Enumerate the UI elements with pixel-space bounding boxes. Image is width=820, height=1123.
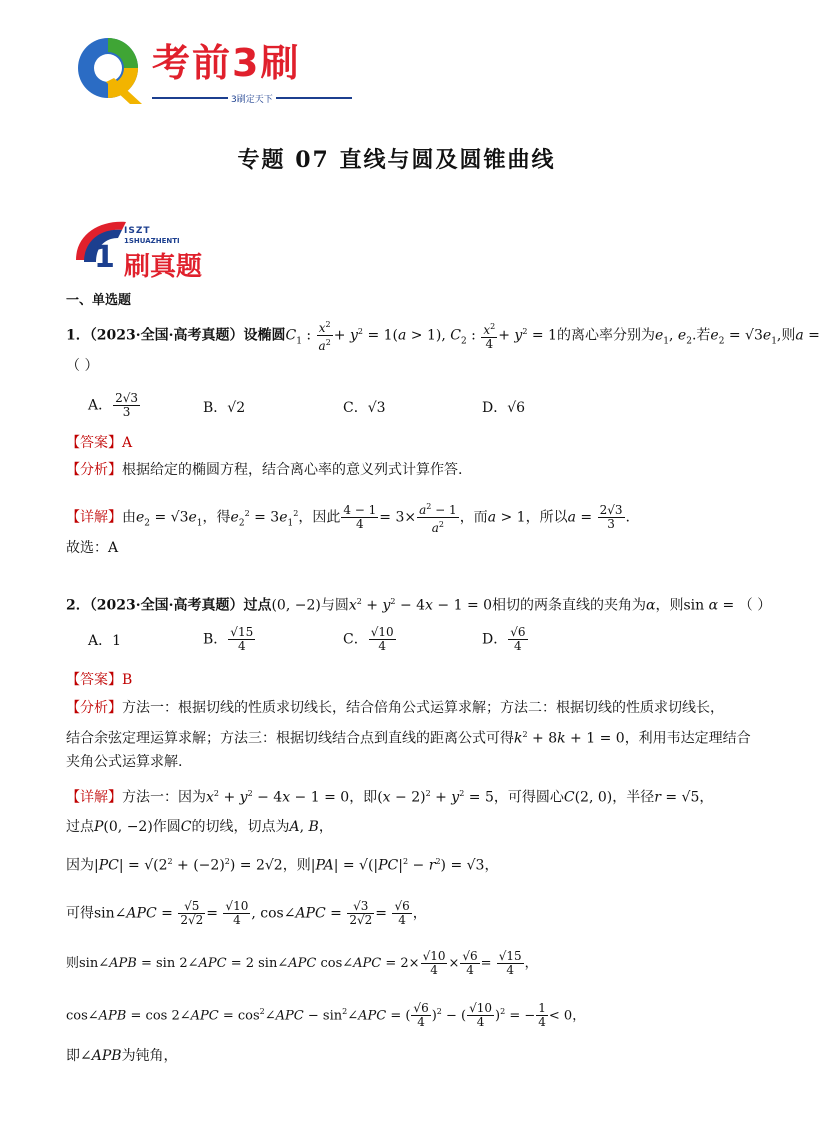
q1-option-a: A． $\frac{2√3}{3}$ (88, 391, 139, 419)
q2-detail-line-7: 即∠APB为钝角， (66, 1048, 178, 1064)
q1-answer-tag: 【答案】 (66, 435, 122, 451)
q2-option-c-label: C． (343, 631, 368, 648)
q2-detail-line-4: 可得sin∠APC = $\frac{√5}{2√2}$ = $\frac{√10}{4}$ , cos∠APC = $\frac{√3}{2√2}$ = $\frac{√6}{4}$ ， (66, 899, 427, 927)
q2-analysis-line-1 (66, 698, 724, 718)
q2-option-b-label: B． (203, 631, 228, 648)
q2-detail-line-1: 【详解】方法一：因为$x^2 + y^2 - 4x - 1 = 0$，即$(x - 2)^2 + y^2 = 5$，可得圆心C(2, 0)，半径r = √5， (66, 789, 714, 806)
q2-detail-5a: 则 (66, 956, 80, 971)
badge-letters: ISZT (124, 226, 151, 236)
q2-analysis-tag: 【分析】 (66, 700, 122, 716)
q2-detail-7b: 为钝角， (121, 1048, 178, 1064)
q1-analysis-text: 根据给定的椭圆方程，结合离心率的意义列式计算作答. (122, 462, 463, 478)
q2-detail-tag: 【详解】 (66, 789, 122, 806)
q2-analysis-line-3: 夹角公式运算求解. (66, 754, 183, 770)
q1-stem: 1．（2023·全国·高考真题）设椭圆$C_1$ : $\frac{x^2}{a^2}$ + $y^2 = 1(a > 1)$, $C_2$ : $\frac{x^2}{4}$ + $y^2 = 1$的离心率分别为$e_1$, $e_2$.若$e_2 = √3e_1$,则a = (66, 320, 820, 353)
page-title: 专题 07 直线与圆及圆锥曲线 (237, 147, 556, 173)
q2-mid2: 相切的两条直线的夹角为 (492, 597, 647, 614)
q2-detail-3b: ，则 (282, 857, 311, 874)
q1-option-d-value: √6 (507, 400, 526, 416)
q1-answer-value: A (122, 435, 133, 451)
q1-blank: （ ） (66, 358, 99, 374)
q2-detail-line-5: 则sin∠APB = sin 2∠APC = 2 sin∠APC cos∠APC = 2× $\frac{√10}{4}$ × $\frac{√6}{4}$ = $\frac{√15}{4}$ ， (66, 949, 538, 977)
q2-detail-3a: 因为 (66, 857, 94, 874)
q1-then: ,则 (776, 327, 796, 344)
q2-detail-2c: 的切线，切点为 (191, 819, 290, 835)
q2-option-a (88, 631, 121, 651)
q1-detail-tag: 【详解】 (66, 509, 122, 526)
q1-detail: 【详解】由$e_2 = √3e_1$，得$e_2^2 = 3e_1^2$，因此 $\frac{4 - 1}{4}$ = 3× $\frac{a^2 - 1}{a^2}$ ，而a > 1，所以a = $\frac{2√3}{3}$ . (66, 502, 630, 535)
q1-option-c (343, 398, 386, 418)
q1-conclusion (66, 538, 118, 558)
q2-detail-1a: 方法一：因为 (122, 789, 206, 806)
q1-option-d-label: D． (482, 400, 508, 416)
badge-number: 1 (94, 240, 115, 275)
brand-title: 考前3刷 (152, 41, 301, 85)
q2-option-a-value: 1 (112, 633, 122, 649)
q2-detail-line-6: cos∠APB = cos 2∠APC = $\cos^2\angle APC$ − $\sin^2\angle APC$ = ( $\frac{√6}{4}$ )$^2$ − ( $\frac{√10}{4}$ )$^2$ = − $\frac{1}{4}$ < 0， (66, 1001, 586, 1030)
q1-answer (66, 433, 132, 453)
q2-detail-7a: 即 (66, 1048, 80, 1064)
q2-option-b: B． $\frac{√15}{4}$ (203, 625, 254, 653)
q1-option-d (482, 398, 525, 418)
q1-detail-part-3: ，因此 (298, 509, 341, 526)
q2-option-a-label: A． (88, 633, 113, 649)
q1-option-b-value: √2 (227, 400, 246, 416)
q1-analysis (66, 460, 462, 480)
q2-lead: 2．（2023·全国·高考真题）过点 (66, 597, 272, 614)
q2-detail-1c: ，可得圆心 (493, 789, 564, 806)
q1-option-c-value: √3 (367, 400, 386, 416)
q2-analysis-text-2a: 结合余弦定理运算求解；方法三：根据切线结合点到直线的距离公式可得 (66, 730, 514, 747)
q2-then: ，则 (655, 597, 684, 614)
q2-answer-tag: 【答案】 (66, 672, 122, 688)
q1-conclusion-text: 故选：A (66, 540, 119, 556)
q1-analysis-tag: 【分析】 (66, 462, 122, 478)
q2-option-d-label: D． (482, 631, 508, 648)
q1-detail-part-2: ，得 (202, 509, 231, 526)
q2-blank: （ ） (738, 597, 772, 614)
q2-analysis-text-1: 方法一：根据切线的性质求切线长，结合倍角公式运算求解；方法二：根据切线的性质求切线长， (122, 700, 724, 716)
brand-subtitle: 3刷定天下 (228, 92, 276, 105)
q1-detail-part-4: ，而 (459, 509, 488, 526)
q1-detail-part-1: 由 (122, 509, 136, 526)
q2-analysis-text-2b: ，利用韦达定理结合 (624, 730, 751, 747)
q2-detail-4a: 可得 (66, 905, 94, 922)
q1-option-b-label: B． (203, 400, 228, 416)
q2-answer (66, 670, 132, 690)
q2-mid1: 与圆 (320, 597, 349, 614)
q2-detail-line-2: 过点P(0, −2)作圆C的切线，切点为A, B， (66, 819, 333, 835)
q1-mid: 的离心率分别为 (556, 327, 655, 344)
q1-option-a-label: A． (88, 397, 113, 414)
q1-detail-part-5: ，所以 (525, 509, 568, 526)
q2-detail-2b: 作圆 (152, 819, 181, 835)
q1-option-c-label: C． (343, 400, 368, 416)
q2-analysis-line-2: 结合余弦定理运算求解；方法三：根据切线结合点到直线的距离公式可得$k^2 + 8k + 1 = 0$，利用韦达定理结合 (66, 730, 751, 747)
q2-detail-1b: ，即 (349, 789, 378, 806)
q2-detail-line-3: 因为$|PC| = √(2^2 + (-2)^2) = 2√2$，则$|PA| = √(|PC|^2 - r^2) = √3$， (66, 857, 499, 874)
q2-detail-1d: ，半径 (612, 789, 655, 806)
q2-answer-value: B (122, 672, 133, 688)
q2-option-c: C． $\frac{√10}{4}$ (343, 625, 394, 653)
q1-option-b (203, 398, 245, 418)
badge-text: 刷真题 (124, 252, 203, 282)
q2-stem: 2．（2023·全国·高考真题）过点(0, −2)与圆$x^2 + y^2 - 4x - 1 = 0$相切的两条直线的夹角为α，则sin α = （ ） (66, 597, 772, 614)
q1-lead: 1．（2023·全国·高考真题）设椭圆 (66, 327, 286, 344)
q2-option-d: D． $\frac{√6}{4}$ (482, 625, 526, 653)
section-heading: 一、单选题 (66, 293, 132, 308)
badge-pinyin: 1SHUAZHENTI (124, 237, 180, 245)
q2-detail-2a: 过点 (66, 819, 94, 835)
q1-if: .若 (691, 327, 711, 344)
